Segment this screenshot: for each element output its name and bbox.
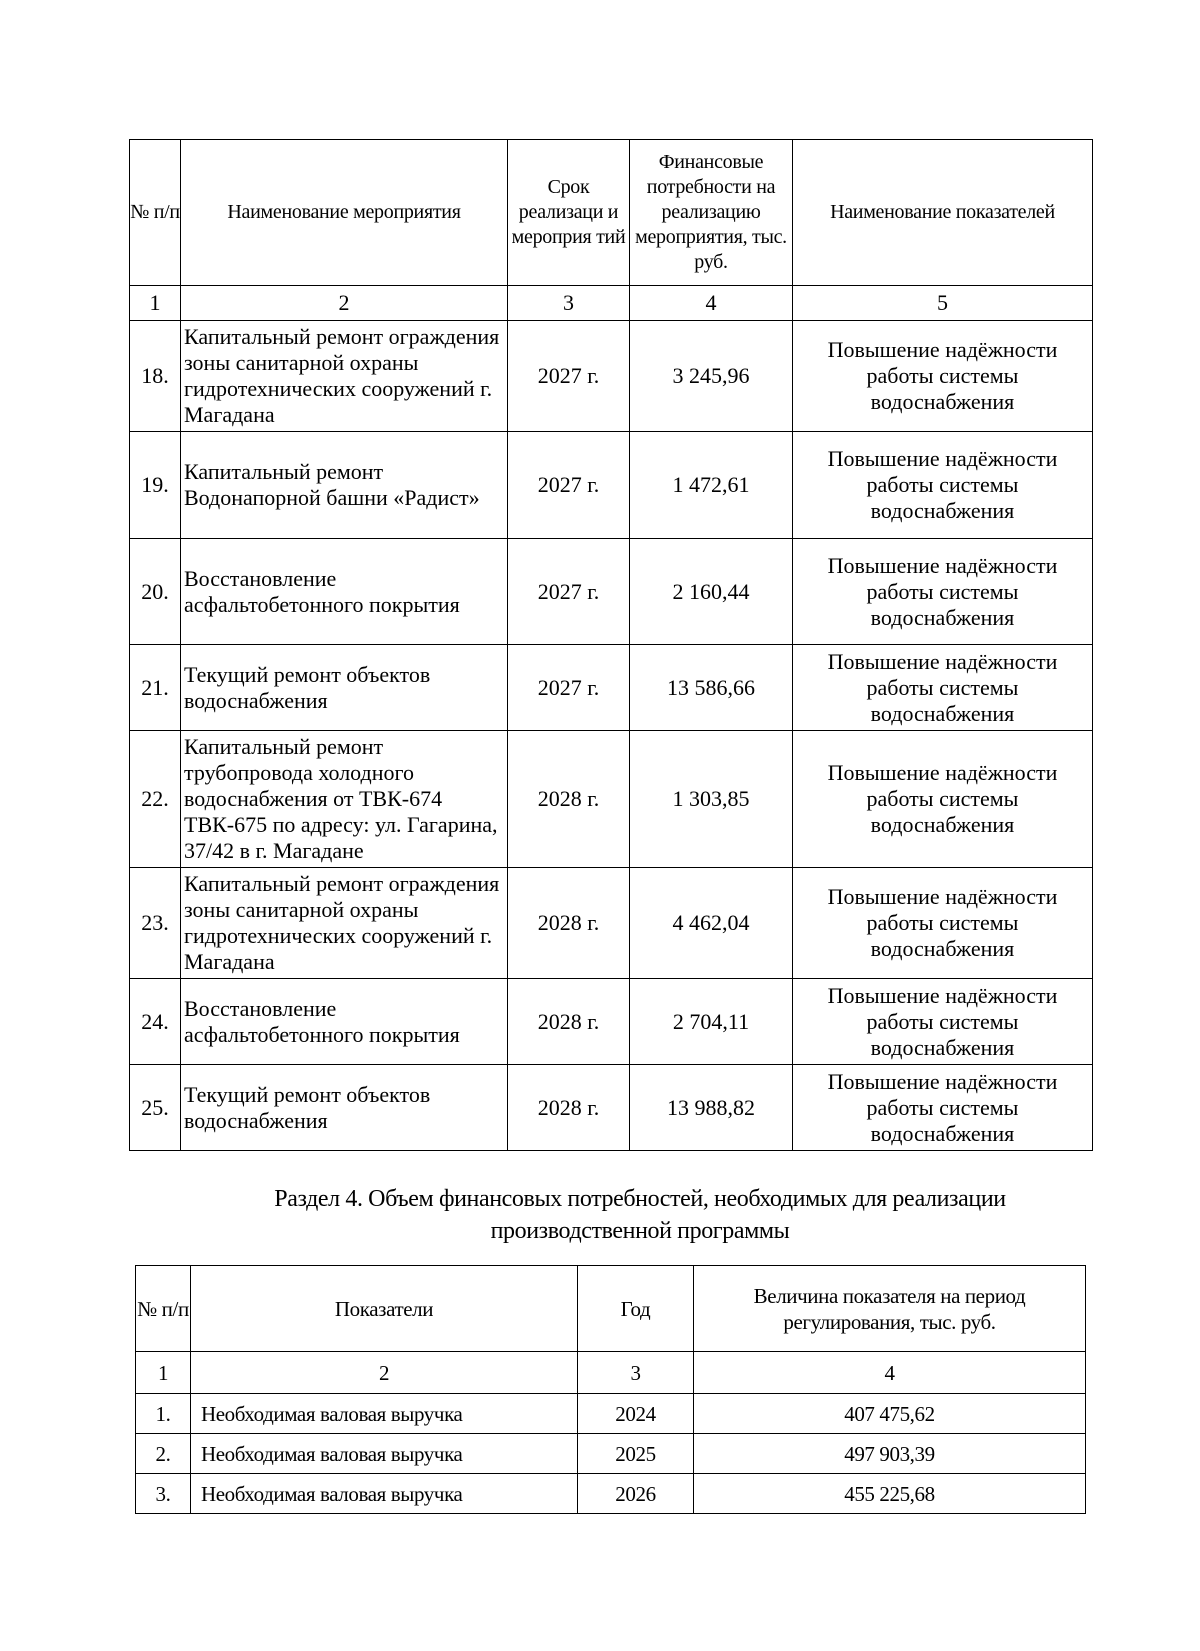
column-number: 3 bbox=[578, 1352, 694, 1394]
table-row bbox=[130, 731, 1093, 868]
measure-term: 2028 г. bbox=[508, 731, 630, 868]
measure-name: Капитальный ремонт ограждения зоны санитарной охраны гидротехнических сооружений г. Магадана bbox=[181, 321, 508, 432]
measure-finance: 1 303,85 bbox=[630, 731, 793, 868]
table-row bbox=[130, 868, 1093, 979]
measure-term: 2027 г. bbox=[508, 432, 630, 539]
measure-name: Капитальный ремонт ограждения зоны санитарной охраны гидротехнических сооружений г. Магадана bbox=[181, 868, 508, 979]
measure-name: Текущий ремонт объектов водоснабжения bbox=[181, 645, 508, 731]
header-indicators: Наименование показателей bbox=[793, 140, 1093, 286]
column-number: 3 bbox=[508, 286, 630, 321]
indicator-year: 2025 bbox=[578, 1434, 694, 1474]
measure-indicator: Повышение надёжности работы системы водоснабжения bbox=[793, 321, 1093, 432]
measure-indicator: Повышение надёжности работы системы водоснабжения bbox=[793, 539, 1093, 645]
indicator-name: Необходимая валовая выручка bbox=[191, 1474, 578, 1514]
header-value: Величина показателя на период регулирования, тыс. руб. bbox=[694, 1266, 1086, 1352]
measure-name: Капитальный ремонт Водонапорной башни «Радист» bbox=[181, 432, 508, 539]
measure-indicator: Повышение надёжности работы системы водоснабжения bbox=[793, 432, 1093, 539]
measure-finance: 2 160,44 bbox=[630, 539, 793, 645]
indicator-year: 2024 bbox=[578, 1394, 694, 1434]
measure-finance: 13 586,66 bbox=[630, 645, 793, 731]
header-num: № п/п bbox=[130, 140, 181, 286]
column-number-row bbox=[136, 1352, 1086, 1394]
row-number: 20. bbox=[130, 539, 181, 645]
table-row bbox=[130, 1065, 1093, 1151]
measures-table bbox=[129, 139, 1093, 1151]
row-number: 19. bbox=[130, 432, 181, 539]
column-number: 4 bbox=[630, 286, 793, 321]
column-number: 2 bbox=[191, 1352, 578, 1394]
indicator-value: 455 225,68 bbox=[694, 1474, 1086, 1514]
table-row bbox=[136, 1474, 1086, 1514]
measure-finance: 3 245,96 bbox=[630, 321, 793, 432]
table-row bbox=[130, 645, 1093, 731]
measure-indicator: Повышение надёжности работы системы водоснабжения bbox=[793, 979, 1093, 1065]
measure-finance: 2 704,11 bbox=[630, 979, 793, 1065]
measure-name: Восстановление асфальтобетонного покрытия bbox=[181, 979, 508, 1065]
measure-finance: 13 988,82 bbox=[630, 1065, 793, 1151]
measure-finance: 1 472,61 bbox=[630, 432, 793, 539]
column-number: 1 bbox=[130, 286, 181, 321]
table-row bbox=[136, 1394, 1086, 1434]
measure-term: 2027 г. bbox=[508, 321, 630, 432]
header-indicators: Показатели bbox=[191, 1266, 578, 1352]
column-number: 1 bbox=[136, 1352, 191, 1394]
measure-finance: 4 462,04 bbox=[630, 868, 793, 979]
measure-indicator: Повышение надёжности работы системы водоснабжения bbox=[793, 731, 1093, 868]
indicator-value: 407 475,62 bbox=[694, 1394, 1086, 1434]
indicator-value: 497 903,39 bbox=[694, 1434, 1086, 1474]
measures-header-row bbox=[130, 140, 1093, 286]
section-title-line-2: производственной программы bbox=[490, 1218, 790, 1244]
measure-indicator: Повышение надёжности работы системы водоснабжения bbox=[793, 868, 1093, 979]
column-number-row bbox=[130, 286, 1093, 321]
header-num: № п/п bbox=[136, 1266, 191, 1352]
measure-term: 2028 г. bbox=[508, 979, 630, 1065]
column-number: 5 bbox=[793, 286, 1093, 321]
table-row bbox=[130, 432, 1093, 539]
measure-term: 2027 г. bbox=[508, 645, 630, 731]
header-term: Срок реализаци и мероприя тий bbox=[508, 140, 630, 286]
measure-term: 2028 г. bbox=[508, 1065, 630, 1151]
measure-name: Капитальный ремонт трубопровода холодного водоснабжения от ТВК-674 ТВК-675 по адресу: ул. Гагарина, 37/42 в г. Магадане bbox=[181, 731, 508, 868]
header-finance: Финансовые потребности на реализацию мероприятия, тыс. руб. bbox=[630, 140, 793, 286]
row-number: 24. bbox=[130, 979, 181, 1065]
measure-indicator: Повышение надёжности работы системы водоснабжения bbox=[793, 1065, 1093, 1151]
table-row bbox=[130, 539, 1093, 645]
indicator-year: 2026 bbox=[578, 1474, 694, 1514]
table-row bbox=[130, 979, 1093, 1065]
column-number: 4 bbox=[694, 1352, 1086, 1394]
table-row bbox=[130, 321, 1093, 432]
row-number: 3. bbox=[136, 1474, 191, 1514]
measure-name: Восстановление асфальтобетонного покрытия bbox=[181, 539, 508, 645]
section-title bbox=[210, 1183, 1070, 1247]
column-number: 2 bbox=[181, 286, 508, 321]
section-title-line-1: Раздел 4. Объем финансовых потребностей, необходимых для реализации bbox=[274, 1186, 1006, 1212]
measure-indicator: Повышение надёжности работы системы водоснабжения bbox=[793, 645, 1093, 731]
table-row bbox=[136, 1434, 1086, 1474]
row-number: 21. bbox=[130, 645, 181, 731]
row-number: 22. bbox=[130, 731, 181, 868]
row-number: 23. bbox=[130, 868, 181, 979]
row-number: 2. bbox=[136, 1434, 191, 1474]
row-number: 18. bbox=[130, 321, 181, 432]
row-number: 25. bbox=[130, 1065, 181, 1151]
measure-term: 2028 г. bbox=[508, 868, 630, 979]
row-number: 1. bbox=[136, 1394, 191, 1434]
measure-term: 2027 г. bbox=[508, 539, 630, 645]
financial-needs-table bbox=[135, 1265, 1086, 1514]
header-measure-name: Наименование мероприятия bbox=[181, 140, 508, 286]
indicator-name: Необходимая валовая выручка bbox=[191, 1434, 578, 1474]
financial-header-row bbox=[136, 1266, 1086, 1352]
header-year: Год bbox=[578, 1266, 694, 1352]
indicator-name: Необходимая валовая выручка bbox=[191, 1394, 578, 1434]
measure-name: Текущий ремонт объектов водоснабжения bbox=[181, 1065, 508, 1151]
